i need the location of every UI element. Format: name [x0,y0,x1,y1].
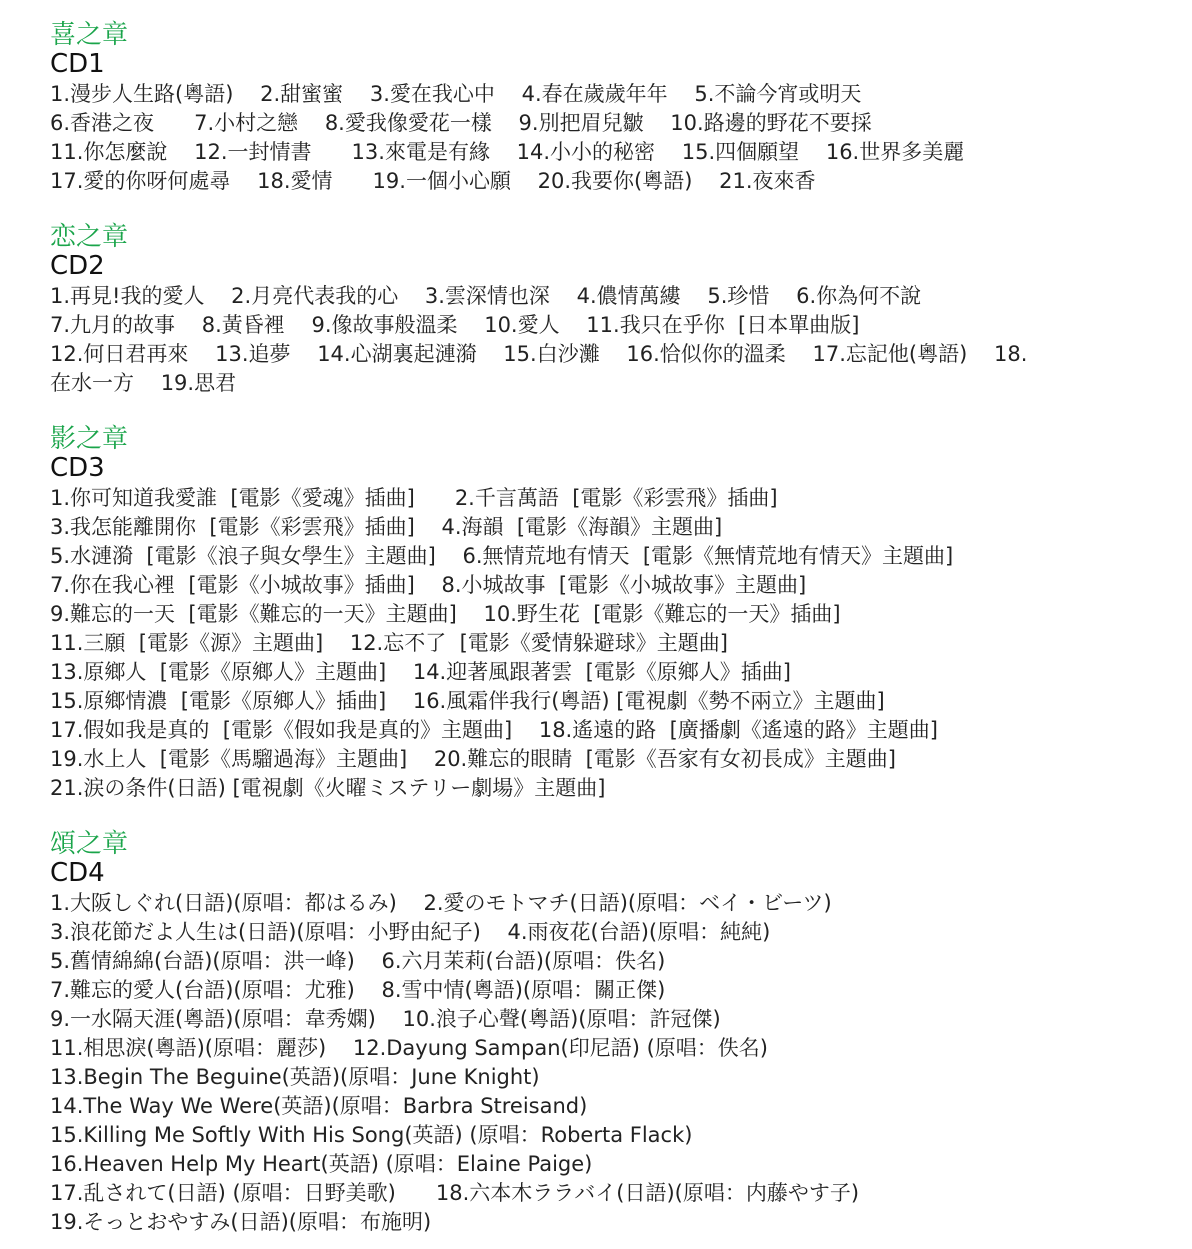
track-line: 11.你怎麼說 12.一封情書 13.來電是有緣 14.小小的秘密 15.四個願望 16.世界多美麗 [50,140,965,164]
section-cd4 [50,829,1150,1237]
track-line: 5.水漣漪 [電影《浪子與女學生》主題曲] 6.無情荒地有情天 [電影《無情荒地有情天》主題曲] [50,544,954,568]
track-line: 1.漫步人生路(粵語) 2.甜蜜蜜 3.愛在我心中 4.春在歲歲年年 5.不論今宵或明天 [50,82,862,106]
cd-label: CD3 [50,453,105,483]
track-line: 3.浪花節だよ人生は(日語)(原唱：小野由紀子) 4.雨夜花(台語)(原唱：純純) [50,920,771,944]
track-line: 13.原鄉人 [電影《原鄉人》主題曲] 14.迎著風跟著雲 [電影《原鄉人》插曲] [50,660,791,684]
section-cd3 [50,424,1150,803]
track-line: 17.愛的你呀何處尋 18.愛情 19.一個小心願 20.我要你(粵語) 21.夜來香 [50,169,816,193]
track-line: 6.香港之夜 7.小村之戀 8.愛我像愛花一樣 9.別把眉兒皺 10.路邊的野花不要採 [50,111,872,135]
track-line: 17.乱されて(日語) (原唱：日野美歌) 18.六本木ララバイ(日語)(原唱：内藤やす子) [50,1181,860,1205]
track-line: 15.原鄉情濃 [電影《原鄉人》插曲] 16.風霜伴我行(粵語) [電視劇《勢不兩立》主題曲] [50,689,885,713]
track-line: 1.大阪しぐれ(日語)(原唱：都はるみ) 2.愛のモトマチ(日語)(原唱：ベイ・ビーツ) [50,891,832,915]
track-line: 16.Heaven Help My Heart(英語) (原唱：Elaine Paige) [50,1152,593,1176]
cd-label: CD1 [50,49,105,79]
track-line: 14.The Way We Were(英語)(原唱：Barbra Streisand) [50,1094,588,1118]
cd-label: CD4 [50,858,105,888]
chapter-title: 恋之章 [50,222,129,252]
track-line: 21.涙の条件(日語) [電視劇《火曜ミステリー劇場》主題曲] [50,776,606,800]
chapter-title: 影之章 [50,424,129,454]
track-line: 19.そっとおやすみ(日語)(原唱：布施明) [50,1210,432,1234]
track-line: 13.Begin The Beguine(英語)(原唱：June Knight) [50,1065,540,1089]
track-line: 5.舊情綿綿(台語)(原唱：洪一峰) 6.六月茉莉(台語)(原唱：佚名) [50,949,666,973]
track-line: 9.一水隔天涯(粵語)(原唱：韋秀嫻) 10.浪子心聲(粵語)(原唱：許冠傑) [50,1007,721,1031]
chapter-title: 頌之章 [50,829,129,859]
track-line: 3.我怎能離開你 [電影《彩雲飛》插曲] 4.海韻 [電影《海韻》主題曲] [50,515,723,539]
section-cd2 [50,222,1150,398]
track-line: 12.何日君再來 13.追夢 14.心湖裏起漣漪 15.白沙灘 16.恰似你的溫柔 17.忘記他(粵語) 18. [50,342,1028,366]
track-line: 11.三願 [電影《源》主題曲] 12.忘不了 [電影《愛情躲避球》主題曲] [50,631,728,655]
track-line: 11.相思淚(粵語)(原唱：麗莎) 12.Dayung Sampan(印尼語) (原唱：佚名) [50,1036,768,1060]
track-line: 7.你在我心裡 [電影《小城故事》插曲] 8.小城故事 [電影《小城故事》主題曲] [50,573,807,597]
track-line: 15.Killing Me Softly With His Song(英語) (原唱：Roberta Flack) [50,1123,693,1147]
track-line: 1.再見!我的愛人 2.月亮代表我的心 3.雲深情也深 4.儂情萬縷 5.珍惜 6.你為何不說 [50,284,922,308]
track-line: 1.你可知道我愛誰 [電影《愛魂》插曲] 2.千言萬語 [電影《彩雲飛》插曲] [50,486,778,510]
track-line: 19.水上人 [電影《馬騮過海》主題曲] 20.難忘的眼睛 [電影《吾家有女初長成》主題曲] [50,747,896,771]
track-line: 17.假如我是真的 [電影《假如我是真的》主題曲] 18.遙遠的路 [廣播劇《遙遠的路》主題曲] [50,718,938,742]
track-line: 7.九月的故事 8.黃昏裡 9.像故事般溫柔 10.愛人 11.我只在乎你 [日本單曲版] [50,313,860,337]
track-line: 7.難忘的愛人(台語)(原唱：尤雅) 8.雪中情(粵語)(原唱：關正傑) [50,978,666,1002]
chapter-title: 喜之章 [50,20,129,50]
track-line: 9.難忘的一天 [電影《難忘的一天》主題曲] 10.野生花 [電影《難忘的一天》插曲] [50,602,841,626]
track-line: 在水一方 19.思君 [50,371,237,395]
section-cd1 [50,20,1150,196]
cd-label: CD2 [50,251,105,281]
